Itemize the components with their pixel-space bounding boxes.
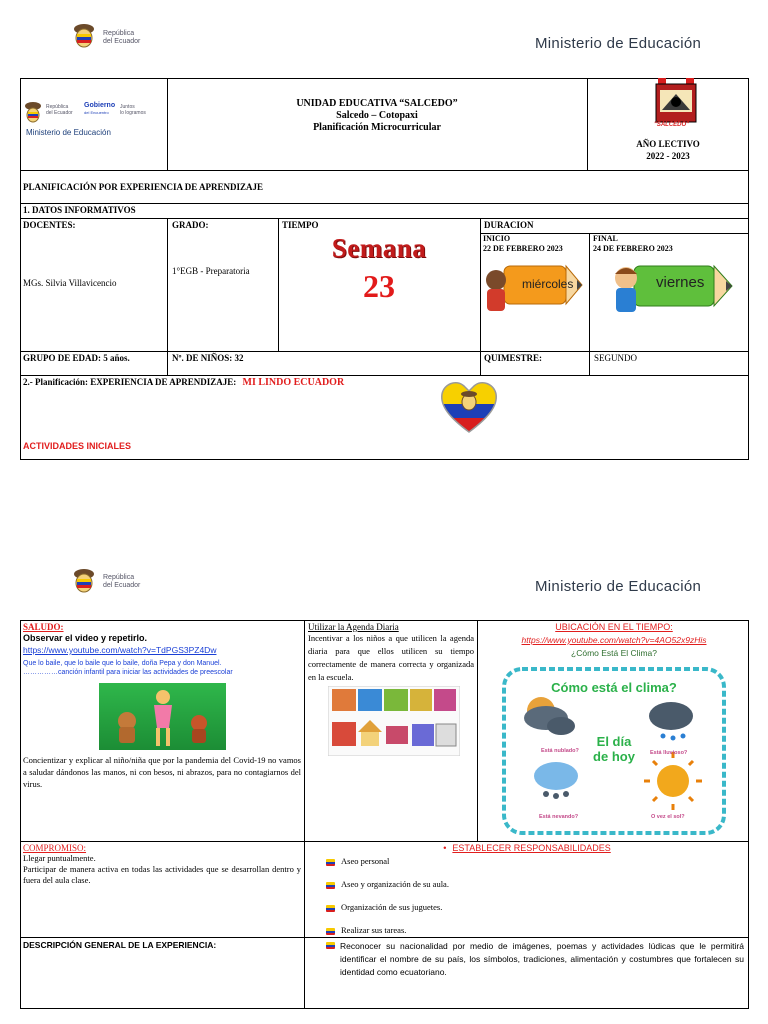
- saludo-song-line: Que lo baile, que lo baile que lo baile, doña Pepa y don Manuel.: [23, 660, 222, 667]
- activities-table: [20, 620, 749, 1009]
- compromiso-item-2: Participar de manera activa en todas las actividades que se desarrollan dentro y fuera del aula clase.: [23, 864, 301, 885]
- year-block: [587, 138, 749, 162]
- num-children: Nº. DE NIÑOS: 32: [172, 353, 244, 363]
- ubicacion-video-link[interactable]: https://www.youtube.com/watch?v=4AO52x9zHis: [521, 635, 707, 645]
- weather-chart-center: El día de hoy: [593, 734, 635, 764]
- year-label: AÑO LECTIVO: [636, 139, 700, 149]
- col-grado: GRADO:: [172, 220, 209, 230]
- school-location: Salcedo – Cotopaxi: [336, 110, 418, 121]
- school-doc: Planificación Microcurricular: [313, 122, 441, 133]
- ecuador-coat-of-arms-icon: [68, 20, 100, 52]
- col-tiempo: TIEMPO: [282, 220, 319, 230]
- saludo-instruction: Observar el video y repetirlo.: [23, 633, 148, 643]
- republic-label: República del Ecuador: [103, 574, 141, 589]
- compromiso-cell: [23, 843, 301, 886]
- agenda-cell: [308, 622, 474, 684]
- quimestre-label: QUIMESTRE:: [484, 353, 543, 363]
- responsabilidades-title: • ESTABLECER RESPONSABILIDADES: [443, 843, 611, 853]
- list-item: Aseo personal: [326, 856, 746, 879]
- list-item: Organización de sus juguetes.: [326, 902, 746, 925]
- day-start-image: miércoles: [482, 256, 587, 316]
- teacher-name: MGs. Silvia Villavicencio: [23, 278, 117, 288]
- page-header-1: [0, 0, 768, 70]
- descripcion-label: DESCRIPCIÓN GENERAL DE LA EXPERIENCIA:: [23, 940, 217, 950]
- flag-bullet-icon: [326, 905, 335, 912]
- page-header-2: [0, 555, 768, 615]
- initial-activities-label: ACTIVIDADES INICIALES: [23, 441, 132, 451]
- school-logo: "SALCEDO": [652, 78, 700, 130]
- quimestre-value: SEGUNDO: [594, 353, 638, 363]
- flag-bullet-icon: [326, 928, 335, 935]
- col-duracion: DURACION: [484, 220, 534, 230]
- responsabilidades-cell: [308, 843, 746, 939]
- ubicacion-cell: [481, 622, 747, 658]
- grade-value: 1°EGB - Preparatoria: [172, 266, 250, 276]
- flag-bullet-icon: [326, 882, 335, 889]
- school-header: [167, 98, 587, 134]
- video-thumbnail[interactable]: [99, 683, 226, 750]
- ecuador-heart-flag-icon: [438, 376, 500, 438]
- section-datos-informativos: 1. DATOS INFORMATIVOS: [23, 205, 136, 215]
- descripcion-text: Reconocer su nacionalidad por medio de imágenes, poemas y actividades lúdicas que le permitirá identificar el nombre de su país, los símbolos, tradiciones, alimentación y costumbres que fortalecen su identidad como ecuatoriano.: [340, 941, 744, 977]
- saludo-explanation: Concientizar y explicar al niño/niña que por la pandemia del Covid-19 no vamos a saludar dándonos las manos, ni con besos, ni abrazos, para no contagiarnos del virus.: [23, 755, 301, 789]
- ecuador-coat-of-arms-icon: [68, 565, 100, 597]
- age-group: GRUPO DE EDAD: 5 años.: [23, 353, 130, 363]
- experience-title: MI LINDO ECUADOR: [242, 377, 345, 388]
- republic-label: República del Ecuador: [103, 30, 141, 45]
- final-block: FINAL 24 DE FEBRERO 2023: [593, 234, 673, 253]
- weather-label-nublado: Está nublado?: [541, 748, 579, 754]
- saludo-cell: [23, 622, 301, 676]
- col-docentes: DOCENTES:: [23, 220, 76, 230]
- weather-chart-image: [501, 666, 727, 836]
- weather-chart-title: Cómo está el clima?: [551, 680, 677, 695]
- ministry-header-title: Ministerio de Educación: [535, 578, 702, 595]
- info-table: [20, 78, 749, 460]
- weather-label-lluvioso: Está lluvioso?: [650, 750, 688, 756]
- inicio-block: INICIO 22 DE FEBRERO 2023: [483, 234, 563, 253]
- saludo-song-line-2: ……………canción infantil para iniciar las actividades de preescolar: [23, 669, 233, 676]
- agenda-title: Utilizar la Agenda Diaria: [308, 622, 399, 632]
- year-value: 2022 - 2023: [646, 151, 690, 161]
- saludo-title: SALUDO:: [23, 622, 64, 632]
- week-label: Semana 23: [331, 233, 427, 304]
- section-planificacion: 2.- Planificación: EXPERIENCIA DE APRENDIZAJE: MI LINDO ECUADOR: [23, 377, 345, 388]
- daily-agenda-image: [328, 686, 460, 756]
- plan-title: PLANIFICACIÓN POR EXPERIENCIA DE APRENDIZAJE: [23, 182, 264, 192]
- descripcion-cell: [326, 940, 744, 979]
- responsabilidades-list: [308, 856, 746, 939]
- agenda-text: Incentivar a los niños a que utilicen la agenda diaria para que ellos utilicen su tiempo correctamente de manera correcta y organizada en la escuela.: [308, 633, 474, 682]
- ubicacion-question: ¿Cómo Está El Clima?: [571, 648, 657, 658]
- flag-bullet-icon: [326, 859, 335, 866]
- compromiso-item-1: Llegar puntualmente.: [23, 853, 96, 863]
- weather-label-nevando: Está nevando?: [539, 814, 579, 820]
- ministry-logo: República del Ecuador Gobierno del Encuentro Juntos lo logramos Ministerio de Educación: [22, 100, 162, 144]
- list-item: Aseo y organización de su aula.: [326, 879, 746, 902]
- list-item: Realizar sus tareas.: [326, 925, 746, 939]
- day-end-image: viernes: [608, 256, 738, 318]
- weather-label-sol: O vez el sol?: [651, 814, 685, 820]
- ministry-header-title: Ministerio de Educación: [535, 35, 702, 52]
- school-name: UNIDAD EDUCATIVA “SALCEDO”: [296, 98, 458, 109]
- small-coat-of-arms-icon: [22, 100, 44, 126]
- saludo-video-link[interactable]: https://www.youtube.com/watch?v=TdPGS3PZ4Dw: [23, 645, 217, 655]
- flag-bullet-icon: [326, 942, 335, 949]
- compromiso-title: COMPROMISO:: [23, 843, 87, 853]
- ubicacion-title: UBICACIÓN EN EL TIEMPO:: [555, 622, 673, 632]
